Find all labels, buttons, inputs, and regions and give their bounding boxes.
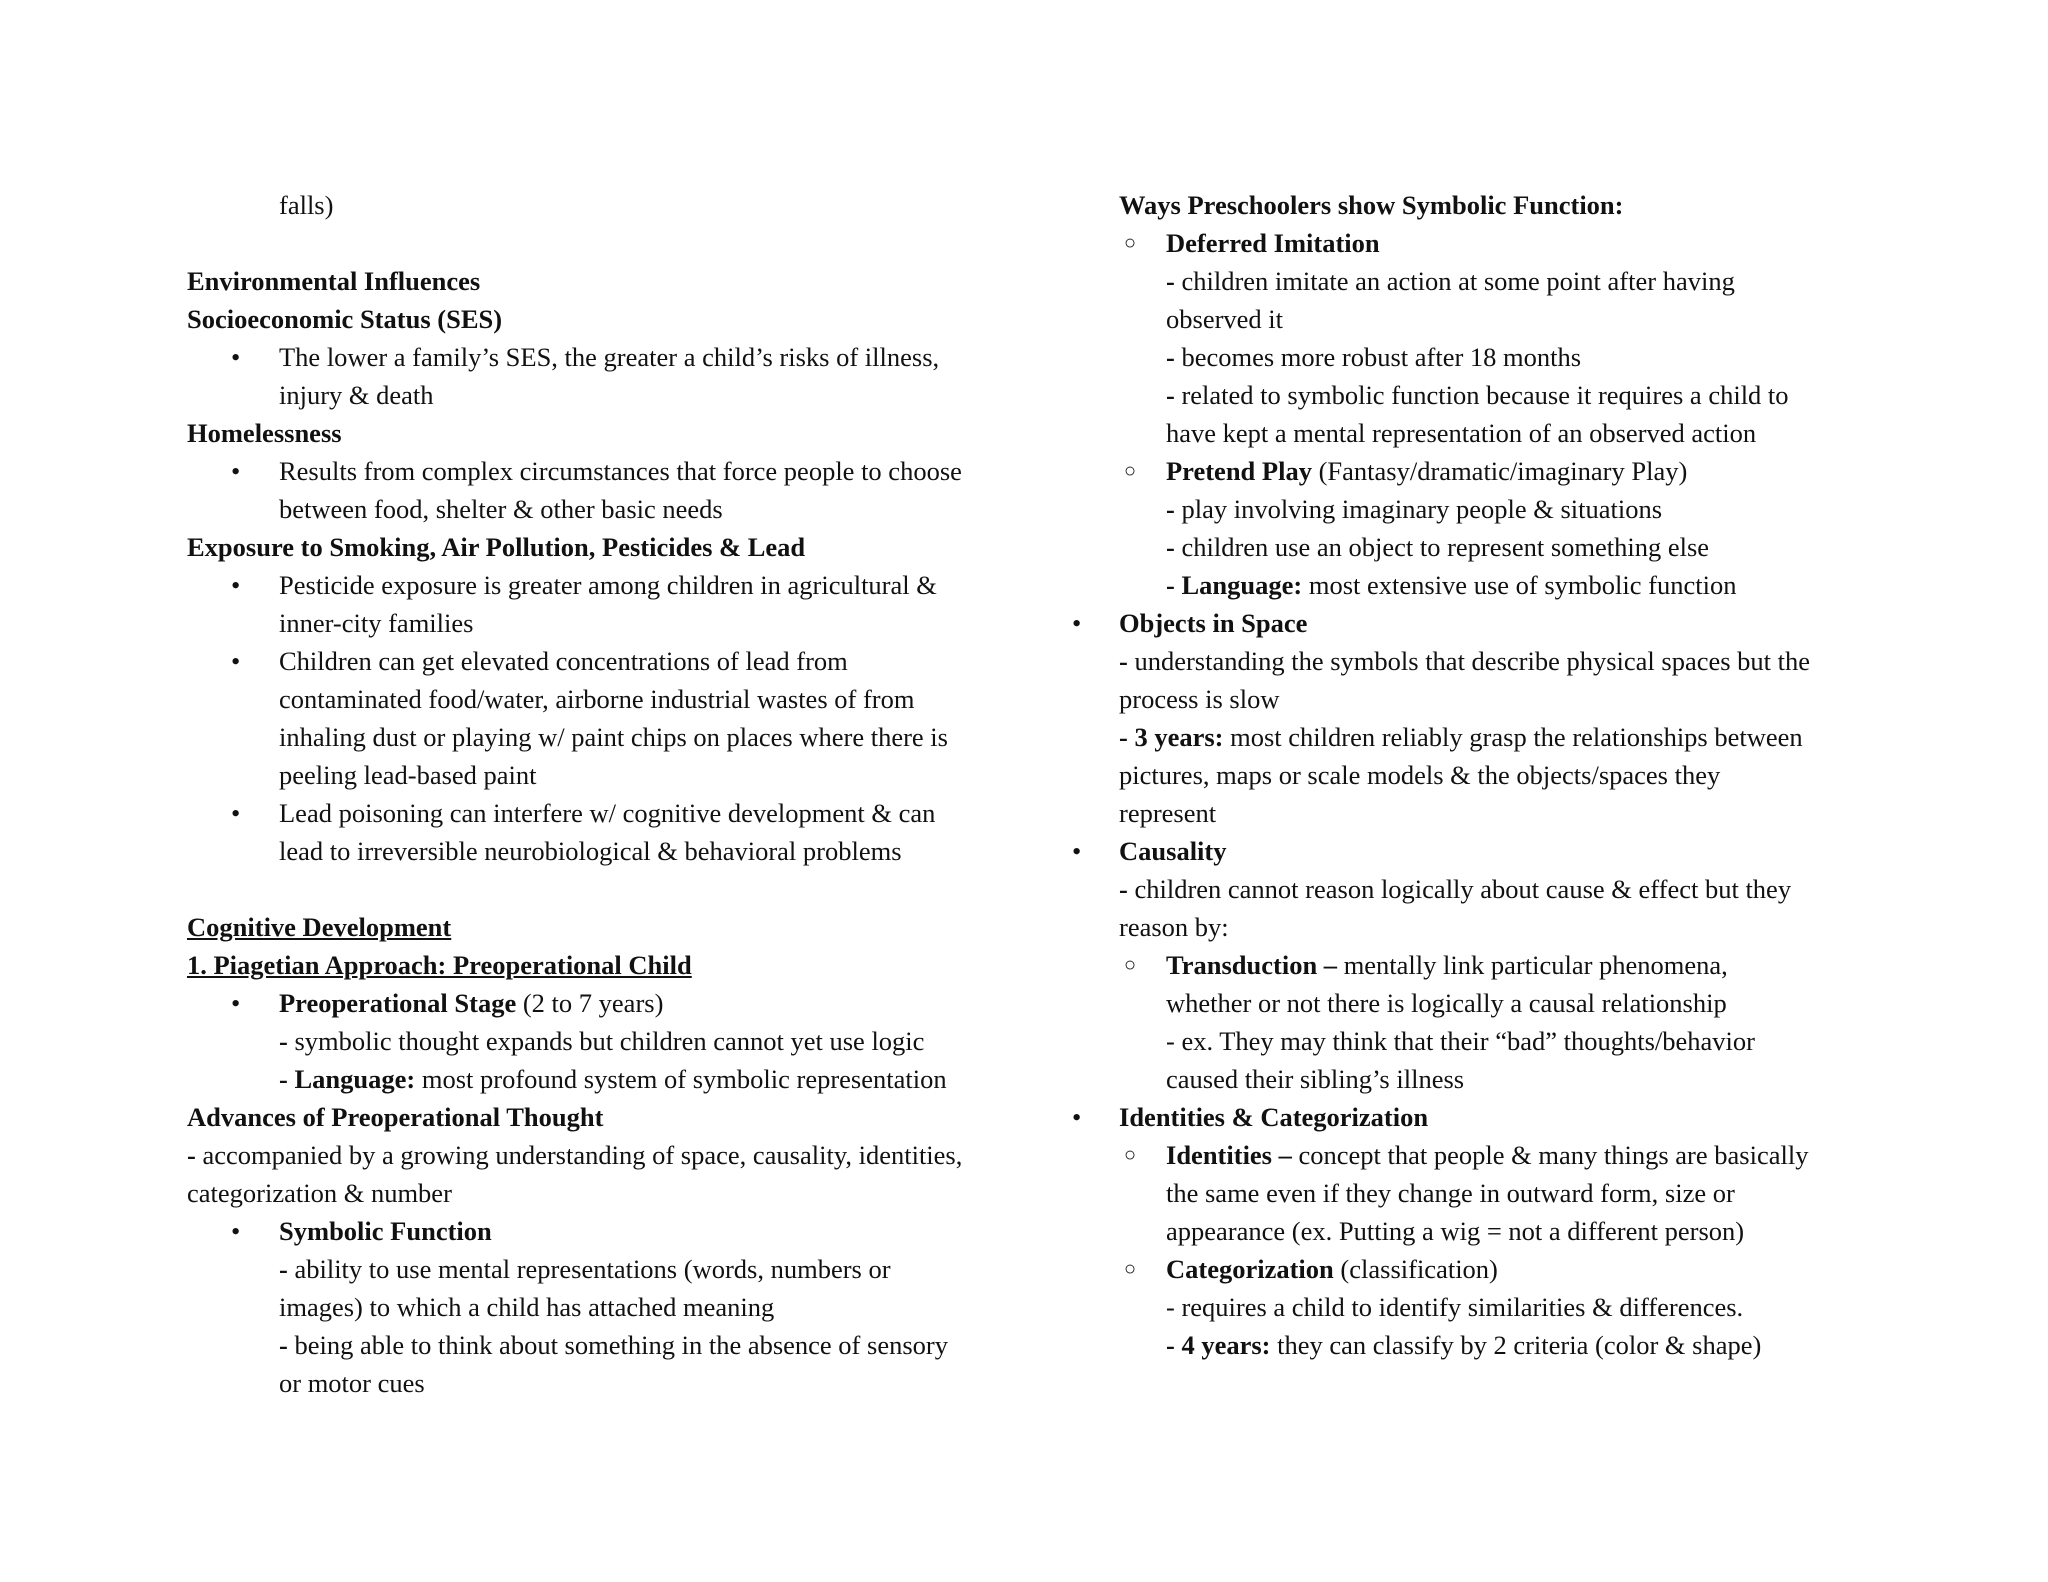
text-line — [1166, 1136, 1909, 1174]
dash: - — [1166, 494, 1175, 524]
dash: - — [1166, 266, 1175, 296]
term: Transduction – — [1166, 950, 1338, 980]
text-line — [1166, 1250, 1909, 1288]
text-line: categorization & number — [187, 1178, 452, 1208]
subheading-ses: Socioeconomic Status (SES) — [187, 304, 503, 334]
circle-item-categorization — [1119, 1250, 1909, 1364]
text-line: Lead poisoning can interfere w/ cognitive development & can — [279, 798, 936, 828]
bullet-icon: • — [231, 798, 241, 828]
term: - 3 years: — [1119, 722, 1224, 752]
term-detail: (2 to 7 years) — [516, 988, 664, 1018]
section-heading-cognitive: Cognitive Development — [187, 912, 452, 942]
text-line: appearance (ex. Putting a wig = not a different person) — [1166, 1216, 1745, 1246]
text: accompanied by a growing understanding of space, causality, identities, — [195, 1140, 963, 1170]
text-line — [1166, 490, 1909, 528]
bullet-item-pesticide — [187, 566, 1042, 642]
dash: - — [279, 1330, 288, 1360]
circle-bullet-icon: ○ — [1124, 954, 1137, 976]
circle-bullet-icon: ○ — [1124, 232, 1137, 254]
text-line — [279, 1022, 1042, 1060]
term: - Language: — [279, 1064, 416, 1094]
text-line: inner-city families — [279, 608, 474, 638]
bullet-item-lead — [187, 642, 1042, 794]
text-line: Pesticide exposure is greater among children in agricultural & — [279, 570, 937, 600]
text-line — [279, 1326, 1042, 1364]
text-line — [279, 1060, 1042, 1098]
text: symbolic thought expands but children cannot yet use logic — [287, 1026, 925, 1056]
bullet-icon: • — [1072, 1102, 1082, 1132]
term: - Language: — [1166, 570, 1303, 600]
term: Pretend Play — [1166, 456, 1312, 486]
text: play involving imaginary people & situations — [1174, 494, 1663, 524]
text-line: Results from complex circumstances that force people to choose — [279, 456, 962, 486]
text-line — [1166, 528, 1909, 566]
text-line: process is slow — [1119, 684, 1280, 714]
text-line — [279, 1250, 1042, 1288]
term-detail: (classification) — [1333, 1254, 1498, 1284]
text-line: images) to which a child has attached meaning — [279, 1292, 775, 1322]
text-line: inhaling dust or playing w/ paint chips on places where there is — [279, 722, 948, 752]
blank-line — [187, 224, 1042, 262]
dash: - — [187, 1140, 196, 1170]
text: children use an object to represent something else — [1174, 532, 1710, 562]
bullet-icon: • — [231, 456, 241, 486]
text: most profound system of symbolic representation — [415, 1064, 947, 1094]
text: children cannot reason logically about cause & effect but they — [1127, 874, 1792, 904]
text-line — [187, 1136, 1042, 1174]
text-line: injury & death — [279, 380, 434, 410]
term: Causality — [1119, 836, 1227, 866]
text: related to symbolic function because it requires a child to — [1174, 380, 1789, 410]
bullet-item-objects-in-space — [1072, 604, 1909, 832]
bullet-item-ses — [187, 338, 1042, 414]
text: being able to think about something in the absence of sensory — [287, 1330, 948, 1360]
dash: - — [1166, 532, 1175, 562]
bullet-icon: • — [1072, 608, 1082, 638]
text-line — [1119, 718, 1909, 756]
circle-item-transduction — [1119, 946, 1909, 1098]
text: mentally link particular phenomena, — [1337, 950, 1728, 980]
dash: - — [1166, 380, 1175, 410]
text: understanding the symbols that describe physical spaces but the — [1127, 646, 1811, 676]
subheading-exposure: Exposure to Smoking, Air Pollution, Pesticides & Lead — [187, 532, 806, 562]
text: they can classify by 2 criteria (color & shape) — [1270, 1330, 1762, 1360]
term: Identities – — [1166, 1140, 1292, 1170]
left-column — [187, 186, 1042, 1402]
right-column — [1072, 186, 1909, 1364]
dash: - — [1119, 646, 1128, 676]
bullet-item-homelessness — [187, 452, 1042, 528]
text-line: whether or not there is logically a causal relationship — [1166, 988, 1727, 1018]
term: Symbolic Function — [279, 1216, 492, 1246]
subheading-piagetian: 1. Piagetian Approach: Preoperational Child — [187, 950, 692, 980]
bullet-icon: • — [231, 646, 241, 676]
bullet-item-causality — [1072, 832, 1909, 946]
circle-item-identities — [1119, 1136, 1909, 1250]
circle-bullet-icon: ○ — [1124, 1258, 1137, 1280]
blank-line — [187, 870, 1042, 908]
term: Objects in Space — [1119, 608, 1308, 638]
text-line: falls) — [279, 190, 334, 220]
text-line: caused their sibling’s illness — [1166, 1064, 1465, 1094]
circle-item-deferred-imitation — [1119, 224, 1909, 452]
dash: - — [279, 1026, 288, 1056]
subheading-ways: Ways Preschoolers show Symbolic Function: — [1119, 190, 1624, 220]
text-line: the same even if they change in outward form, size or — [1166, 1178, 1735, 1208]
circle-bullet-icon: ○ — [1124, 460, 1137, 482]
subheading-homelessness: Homelessness — [187, 418, 342, 448]
text-line — [1166, 452, 1909, 490]
text-line: peeling lead-based paint — [279, 760, 537, 790]
text-line — [1166, 946, 1909, 984]
text: most extensive use of symbolic function — [1302, 570, 1737, 600]
bullet-item-preoperational — [187, 984, 1042, 1098]
bullet-icon: • — [231, 1216, 241, 1246]
text-line: pictures, maps or scale models & the objects/spaces they — [1119, 760, 1721, 790]
dash: - — [1166, 342, 1175, 372]
text-line — [1119, 870, 1909, 908]
term: Deferred Imitation — [1166, 228, 1380, 258]
text-line — [1166, 262, 1909, 300]
subheading-advances: Advances of Preoperational Thought — [187, 1102, 604, 1132]
bullet-icon: • — [231, 570, 241, 600]
text-line: or motor cues — [279, 1368, 425, 1398]
text: becomes more robust after 18 months — [1174, 342, 1582, 372]
bullet-item-symbolic-function — [187, 1212, 1042, 1402]
text-line: reason by: — [1119, 912, 1229, 942]
text: concept that people & many things are basically — [1291, 1140, 1809, 1170]
text: ability to use mental representations (words, numbers or — [287, 1254, 891, 1284]
text-line — [1166, 338, 1909, 376]
text-line: have kept a mental representation of an observed action — [1166, 418, 1757, 448]
text-line — [279, 984, 1042, 1022]
circle-bullet-icon: ○ — [1124, 1144, 1137, 1166]
text-line: contaminated food/water, airborne industrial wastes of from — [279, 684, 915, 714]
section-heading-environmental: Environmental Influences — [187, 266, 481, 296]
text: most children reliably grasp the relationships between — [1223, 722, 1803, 752]
circle-item-pretend-play — [1119, 452, 1909, 604]
text-line: - ex. They may think that their “bad” thoughts/behavior — [1166, 1026, 1755, 1056]
text-line: - requires a child to identify similarities & differences. — [1166, 1292, 1744, 1322]
text-line: observed it — [1166, 304, 1284, 334]
term: - 4 years: — [1166, 1330, 1271, 1360]
dash: - — [279, 1254, 288, 1284]
text-line — [1166, 566, 1909, 604]
text-line — [1166, 376, 1909, 414]
term: Categorization — [1166, 1254, 1334, 1284]
term: Preoperational Stage — [279, 988, 517, 1018]
bullet-item-lead-poisoning — [187, 794, 1042, 870]
bullet-icon: • — [1072, 836, 1082, 866]
bullet-item-identities-categorization — [1072, 1098, 1909, 1136]
text-line — [1119, 642, 1909, 680]
text-line: Children can get elevated concentrations of lead from — [279, 646, 848, 676]
text-line: between food, shelter & other basic needs — [279, 494, 723, 524]
bullet-icon: • — [231, 988, 241, 1018]
text-line — [1166, 1326, 1909, 1364]
term-detail: (Fantasy/dramatic/imaginary Play) — [1311, 456, 1688, 486]
text: children imitate an action at some point after having — [1174, 266, 1735, 296]
text-line: lead to irreversible neurobiological & behavioral problems — [279, 836, 902, 866]
text-line: represent — [1119, 798, 1217, 828]
dash: - — [1119, 874, 1128, 904]
text-line: The lower a family’s SES, the greater a child’s risks of illness, — [279, 342, 940, 372]
term: Identities & Categorization — [1119, 1102, 1429, 1132]
bullet-icon: • — [231, 342, 241, 372]
